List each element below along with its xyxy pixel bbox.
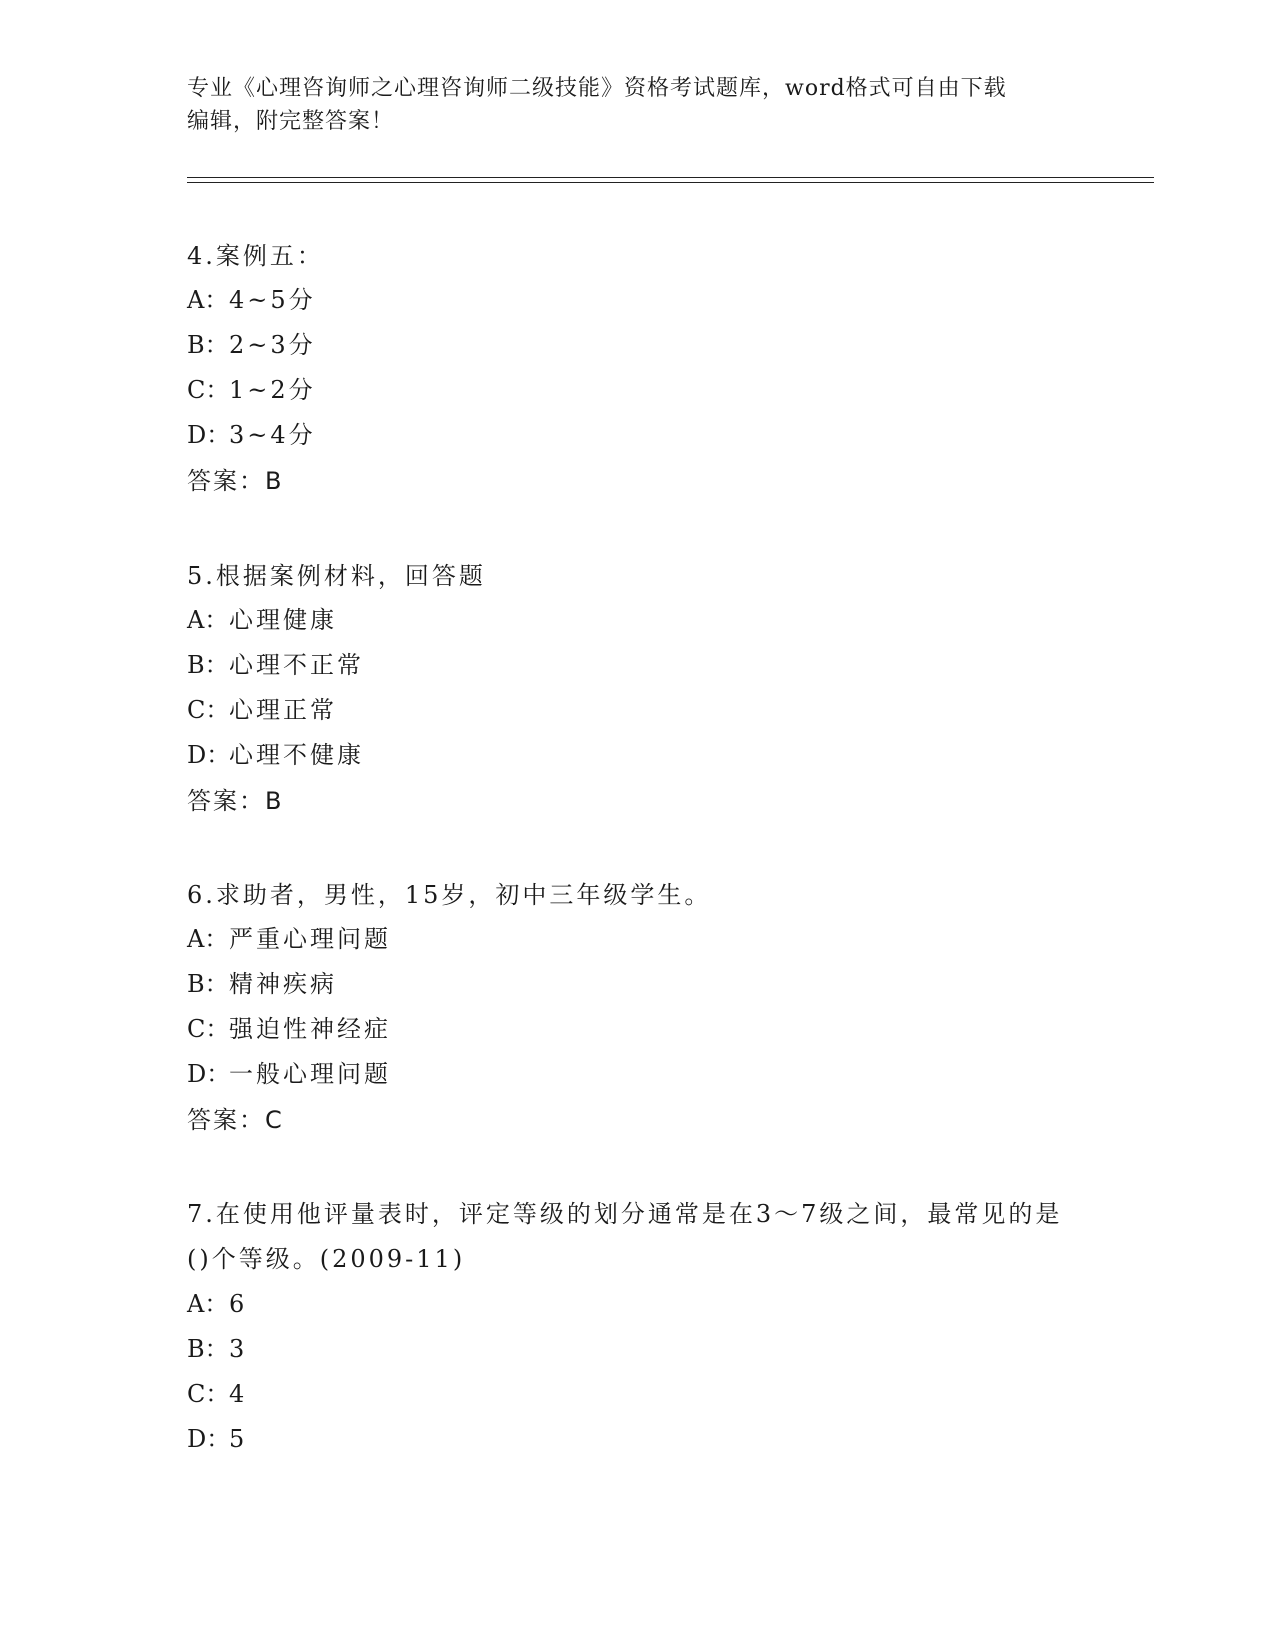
question-title: 5.根据案例材料，回答题 xyxy=(187,562,486,590)
option-b xyxy=(187,962,1087,1007)
option-letter: C： xyxy=(187,1015,230,1043)
option-c xyxy=(187,688,1087,733)
option-letter: A： xyxy=(187,925,229,953)
option-c xyxy=(187,1007,1087,1052)
option-letter: A： xyxy=(187,286,229,314)
option-text: 心理不健康 xyxy=(229,741,364,769)
option-letter: C： xyxy=(187,1380,230,1408)
question-6 xyxy=(187,873,1087,1143)
option-a xyxy=(187,278,1087,323)
question-title: 7.在使用他评量表时，评定等级的划分通常是在3～7级之间，最常见的是()个等级。(2009-11) xyxy=(187,1200,1063,1273)
option-letter: D： xyxy=(187,741,231,769)
option-text: 4~5分 xyxy=(229,286,316,314)
header-divider-top xyxy=(187,177,1154,178)
option-c xyxy=(187,1372,1087,1417)
header-line-2: 编辑，附完整答案！ xyxy=(187,109,395,134)
header-line-1: 专业《心理咨询师之心理咨询师二级技能》资格考试题库，word格式可自由下载 xyxy=(187,76,1007,101)
answer-line: 答案：B xyxy=(187,787,284,815)
option-text: 3~4分 xyxy=(229,421,316,449)
option-letter: A： xyxy=(187,1290,229,1318)
option-text: 4 xyxy=(229,1380,248,1408)
option-a xyxy=(187,917,1087,962)
option-letter: D： xyxy=(187,1060,231,1088)
option-d xyxy=(187,413,1087,458)
option-letter: C： xyxy=(187,696,230,724)
option-text: 心理正常 xyxy=(229,696,337,724)
option-letter: D： xyxy=(187,1425,231,1453)
question-4 xyxy=(187,234,1087,504)
option-text: 心理不正常 xyxy=(229,651,364,679)
answer-line: 答案：B xyxy=(187,467,284,495)
answer-line: 答案：C xyxy=(187,1106,284,1134)
question-title: 4.案例五： xyxy=(187,242,324,270)
option-letter: C： xyxy=(187,376,230,404)
option-text: 1~2分 xyxy=(229,376,316,404)
option-text: 5 xyxy=(229,1425,248,1453)
option-d xyxy=(187,1052,1087,1097)
option-text: 2~3分 xyxy=(229,331,316,359)
option-letter: A： xyxy=(187,606,229,634)
option-letter: B： xyxy=(187,1335,229,1363)
option-a xyxy=(187,1282,1087,1327)
question-7 xyxy=(187,1192,1087,1462)
option-letter: B： xyxy=(187,970,229,998)
option-text: 一般心理问题 xyxy=(229,1060,391,1088)
option-b xyxy=(187,323,1087,368)
option-b xyxy=(187,643,1087,688)
option-letter: B： xyxy=(187,331,229,359)
header-divider-bottom xyxy=(187,182,1154,183)
question-5 xyxy=(187,554,1087,824)
document-header xyxy=(187,72,1087,138)
option-d xyxy=(187,733,1087,778)
option-text: 严重心理问题 xyxy=(229,925,391,953)
option-a xyxy=(187,598,1087,643)
option-b xyxy=(187,1327,1087,1372)
option-text: 6 xyxy=(229,1290,248,1318)
option-text: 精神疾病 xyxy=(229,970,337,998)
question-title: 6.求助者，男性，15岁，初中三年级学生。 xyxy=(187,881,712,909)
option-d xyxy=(187,1417,1087,1462)
option-letter: B： xyxy=(187,651,229,679)
option-letter: D： xyxy=(187,421,231,449)
option-text: 强迫性神经症 xyxy=(229,1015,391,1043)
option-c xyxy=(187,368,1087,413)
option-text: 心理健康 xyxy=(229,606,337,634)
option-text: 3 xyxy=(229,1335,248,1363)
